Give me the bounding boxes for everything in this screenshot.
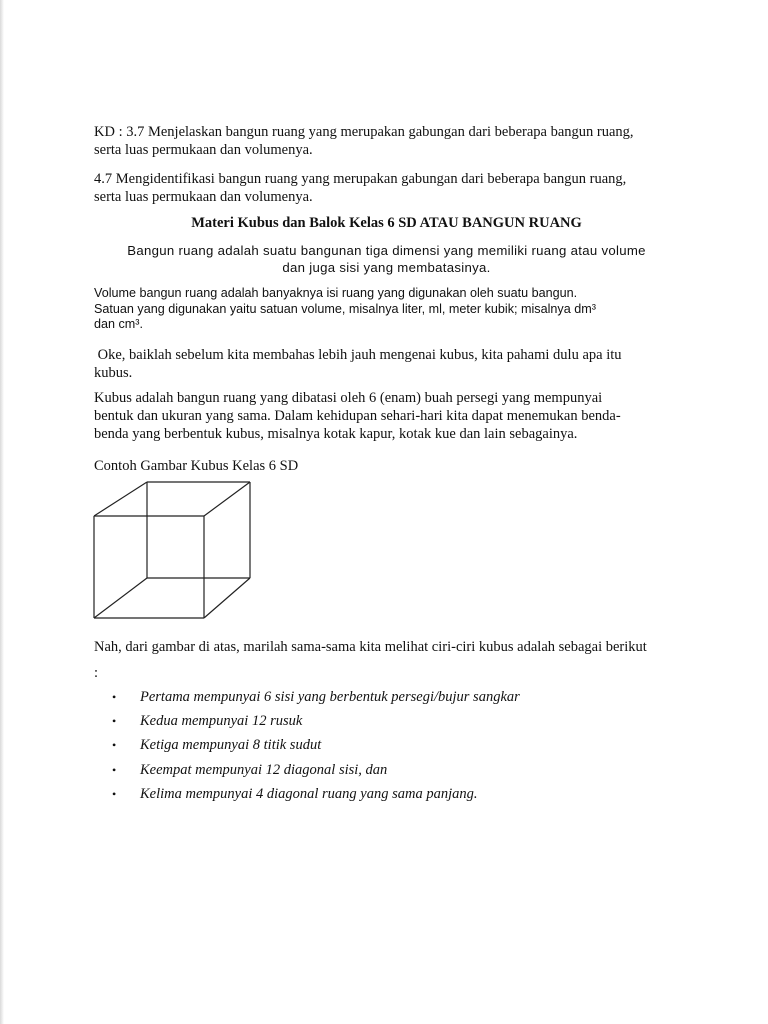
criteria-intro-line: Nah, dari gambar di atas, marilah sama-sama kita melihat ciri-ciri kubus adalah sebagai berikut <box>94 639 647 655</box>
cube-edge <box>204 482 250 516</box>
volume-paragraph <box>94 286 679 333</box>
kd-line: KD : 3.7 Menjelaskan bangun ruang yang merupakan gabungan dari beberapa bangun ruang, <box>94 124 634 140</box>
definition-line: dan juga sisi yang membatasinya. <box>282 260 491 275</box>
criteria-text: Kelima mempunyai 4 diagonal ruang yang sama panjang. <box>140 785 478 802</box>
list-item <box>112 686 520 710</box>
intro-paragraph <box>94 346 679 382</box>
figure-caption: Contoh Gambar Kubus Kelas 6 SD <box>94 458 299 474</box>
intro-line: Oke, baiklah sebelum kita membahas lebih jauh mengenai kubus, kita pahami dulu apa itu <box>94 347 622 363</box>
definition-paragraph <box>94 242 679 276</box>
definition-line: Bangun ruang adalah suatu bangunan tiga dimensi yang memiliki ruang atau volume <box>127 243 646 258</box>
volume-line: Volume bangun ruang adalah banyaknya isi ruang yang digunakan oleh suatu bangun. <box>94 286 578 300</box>
cube-definition-paragraph <box>94 389 679 443</box>
criteria-text: Kedua mempunyai 12 rusuk <box>140 713 303 730</box>
cube-definition-line: Kubus adalah bangun ruang yang dibatasi oleh 6 (enam) buah persegi yang mempunyai <box>94 390 603 406</box>
list-item <box>112 783 520 807</box>
page-edge-shadow <box>0 0 4 1024</box>
kd2-line: serta luas permukaan dan volumenya. <box>94 189 313 205</box>
kd2-paragraph <box>94 170 679 206</box>
cube-edge <box>94 578 147 618</box>
cube-definition-line: bentuk dan ukuran yang sama. Dalam kehidupan sehari-hari kita dapat menemukan benda- <box>94 408 621 424</box>
kd-line: serta luas permukaan dan volumenya. <box>94 142 313 158</box>
criteria-text: Ketiga mempunyai 8 titik sudut <box>140 737 322 754</box>
volume-line: Satuan yang digunakan yaitu satuan volume, misalnya liter, ml, meter kubik; misalnya dm³ <box>94 301 596 316</box>
bullet-icon: • <box>112 714 117 729</box>
list-item <box>112 759 520 783</box>
bullet-icon: • <box>112 786 117 801</box>
criteria-intro-colon: : <box>94 665 99 681</box>
list-item <box>112 710 520 734</box>
bullet-icon: • <box>112 690 117 704</box>
cube-edge <box>204 578 250 618</box>
cube-definition-line: benda yang berbentuk kubus, misalnya kotak kapur, kotak kue dan lain sebagainya. <box>94 426 578 442</box>
cube-criteria-list <box>112 686 520 807</box>
criteria-intro <box>94 638 679 656</box>
list-item <box>112 734 520 758</box>
kd-paragraph <box>94 123 679 159</box>
intro-line: kubus. <box>94 365 133 381</box>
bullet-icon: • <box>112 762 117 777</box>
criteria-text: Keempat mempunyai 12 diagonal sisi, dan <box>140 761 388 778</box>
cube-wireframe-figure <box>92 480 252 620</box>
kd2-line: 4.7 Mengidentifikasi bangun ruang yang merupakan gabungan dari beberapa bangun ruang, <box>94 171 627 187</box>
bullet-icon: • <box>112 738 117 753</box>
page-title: Materi Kubus dan Balok Kelas 6 SD ATAU BANGUN RUANG <box>191 215 582 231</box>
volume-line: dan cm³. <box>94 317 143 331</box>
criteria-text: Pertama mempunyai 6 sisi yang berbentuk persegi/bujur sangkar <box>140 689 520 705</box>
cube-edge <box>94 482 147 516</box>
